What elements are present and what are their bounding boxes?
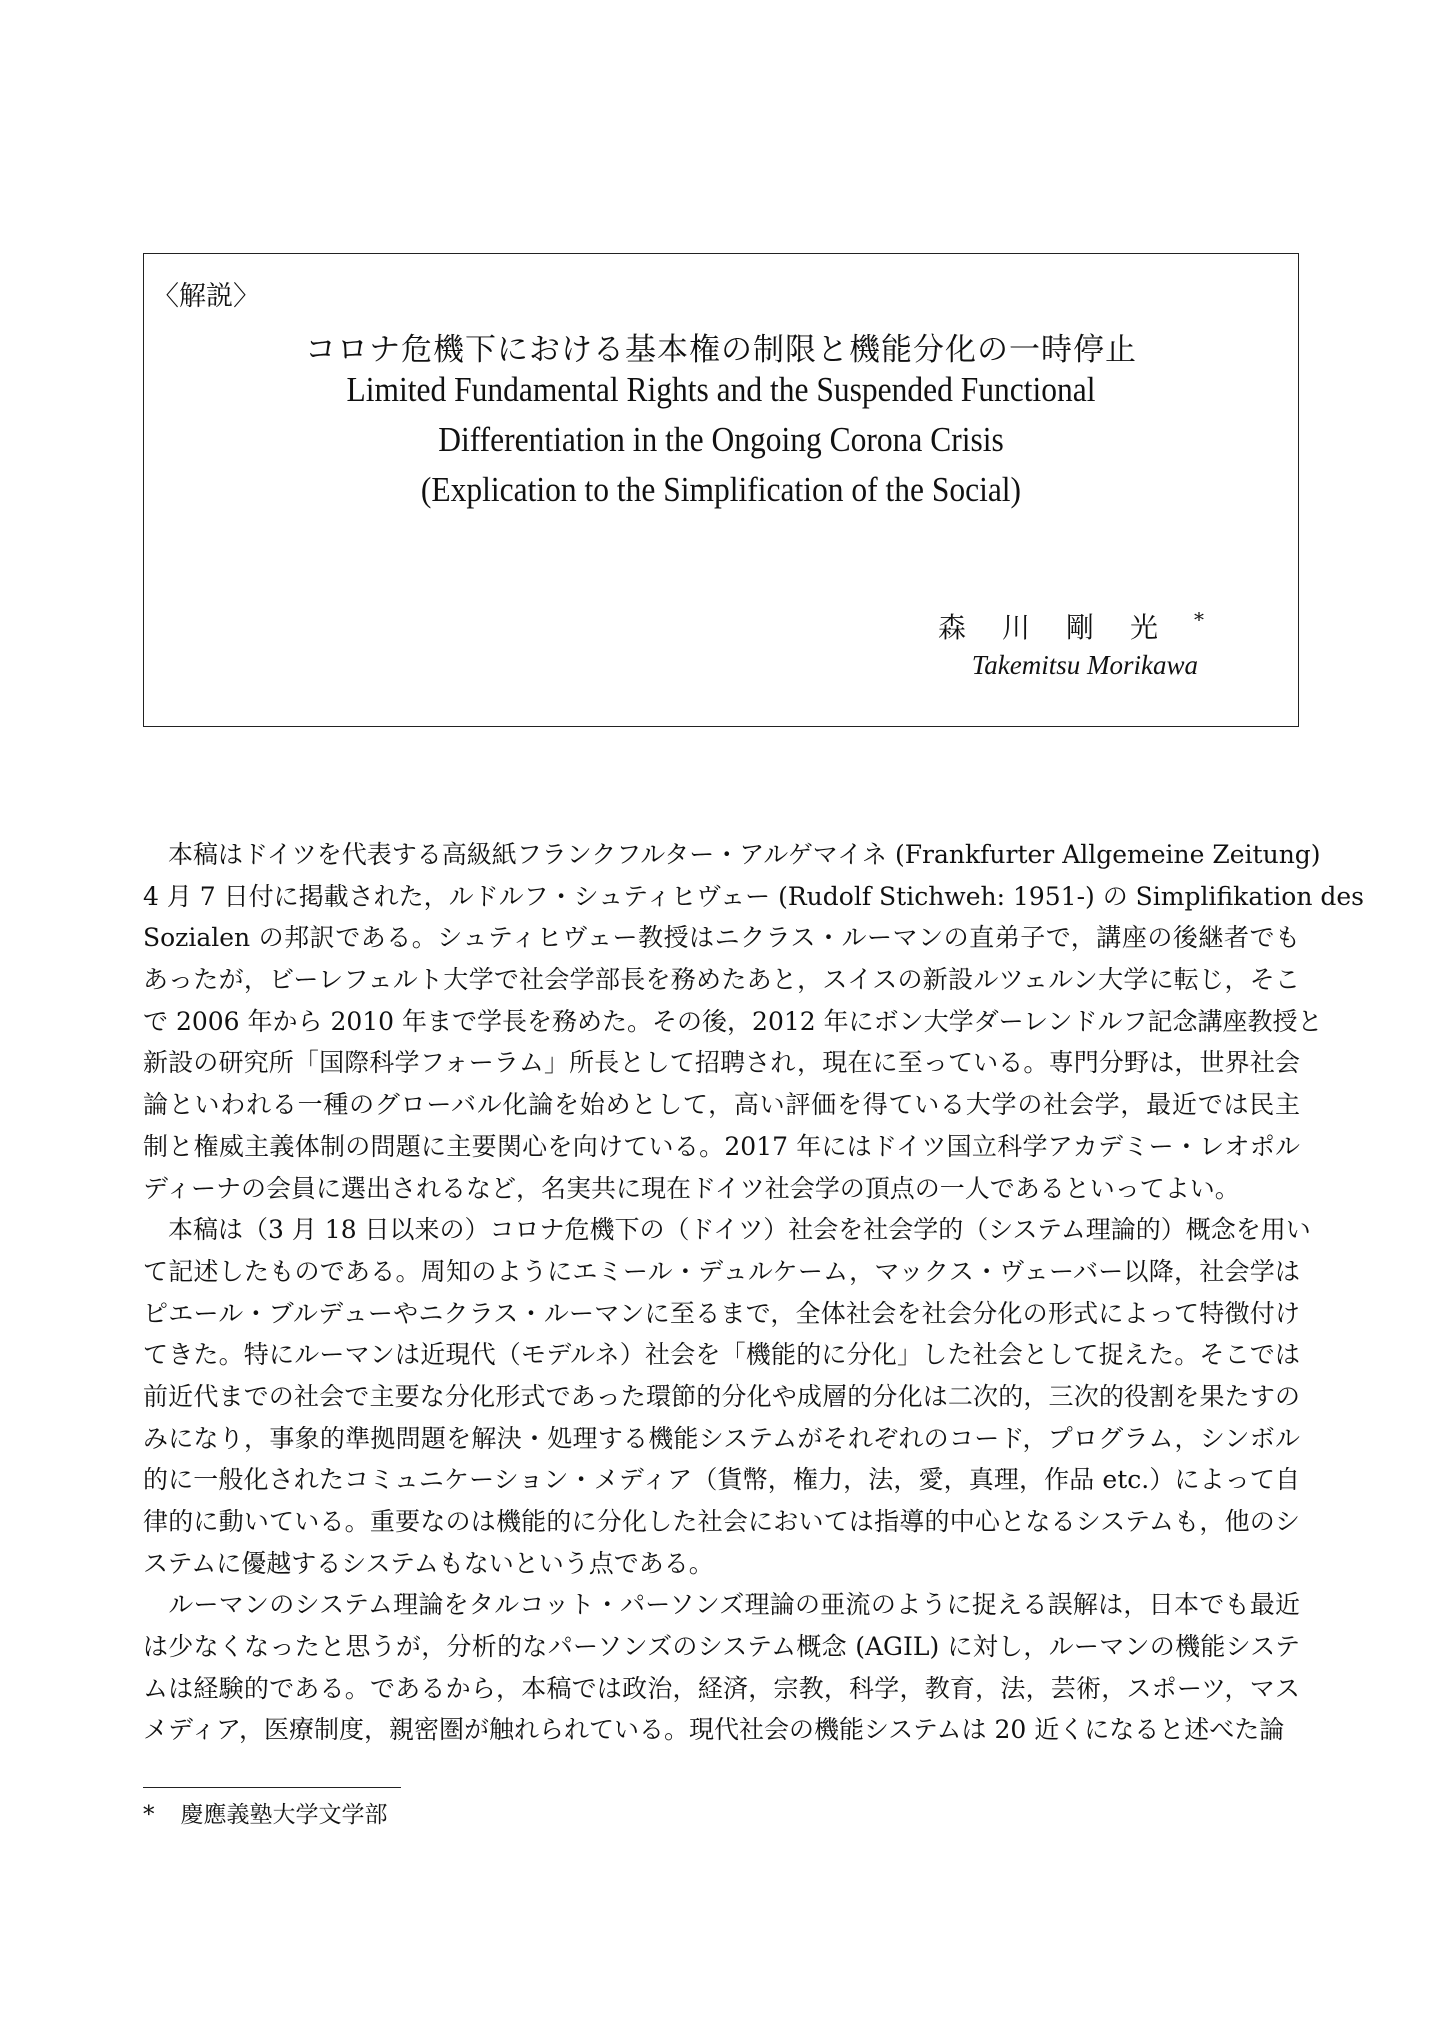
- paragraph-3-line: は少なくなったと思うが，分析的なパーソンズのシステム概念 (AGIL) に対し，ルーマンの機能システ: [143, 1632, 1300, 1662]
- paragraph-2-line: ピエール・ブルデューやニクラス・ルーマンに至るまで，全体社会を社会分化の形式によって特徴付け: [143, 1298, 1300, 1328]
- paragraph-3-line: ムは経験的である。であるから，本稿では政治，経済，宗教，科学，教育，法，芸術，スポーツ，マス: [143, 1673, 1300, 1703]
- paragraph-2-line: 本稿は（3 月 18 日以来の）コロナ危機下の（ドイツ）社会を社会学的（システム理論的）概念を用い: [143, 1215, 1311, 1245]
- paragraph-1-line: 制と権威主義体制の問題に主要関心を向けている。2017 年にはドイツ国立科学アカデミー・レオポル: [143, 1131, 1300, 1161]
- title-english-line-3: (Explication to the Simplification of the Social): [420, 470, 1022, 509]
- footnote-mark: *: [143, 1802, 155, 1828]
- paragraph-3-line: メディア，医療制度，親密圏が触れられている。現代社会の機能システムは 20 近くになると述べた論: [143, 1715, 1285, 1745]
- paragraph-1-line: ディーナの会員に選出されるなど，名実共に現在ドイツ社会学の頂点の一人であるといってよい。: [143, 1173, 1240, 1203]
- paragraph-2-line: て記述したものである。周知のようにエミール・デュルケーム，マックス・ヴェーバー以降，社会学は: [143, 1256, 1300, 1286]
- footnote-rule: [143, 1787, 401, 1788]
- body-text: [143, 838, 1365, 1755]
- author-english: Takemitsu Morikawa: [971, 650, 1198, 680]
- paragraph-1-line: で 2006 年から 2010 年まで学長を務めた。その後，2012 年にボン大学ダーレンドルフ記念講座教授と: [143, 1006, 1323, 1036]
- paragraph-1-line: 論といわれる一種のグローバル化論を始めとして，高い評価を得ている大学の社会学，最近では民主: [143, 1090, 1300, 1120]
- author-name: 森川剛光: [937, 611, 1194, 644]
- footnote: [143, 1796, 388, 1829]
- paragraph-1-line: あったが，ビーレフェルト大学で社会学部長を務めたあと，スイスの新設ルツェルン大学に転じ，そこ: [143, 965, 1300, 995]
- paragraph-1-line: 本稿はドイツを代表する高級紙フランクフルター・アルゲマイネ (Frankfurter Allgemeine Zeitung): [143, 840, 1321, 869]
- paragraph-2-line: みになり，事象的準拠問題を解決・処理する機能システムがそれぞれのコード，プログラム，シンボル: [143, 1423, 1300, 1453]
- author-footnote-mark: *: [1194, 607, 1204, 632]
- paragraph-2-line: 的に一般化されたコミュニケーション・メディア（貨幣，権力，法，愛，真理，作品 etc.）によって自: [143, 1465, 1300, 1495]
- author-japanese: [938, 606, 1204, 646]
- paragraph-2-line: 前近代までの社会で主要な分化形式であった環節的分化や成層的分化は二次的，三次的役割を果たすの: [143, 1381, 1300, 1411]
- footnote-text: 慶應義塾大学文学部: [180, 1802, 388, 1828]
- paragraph-1-line: 新設の研究所「国際科学フォーラム」所長として招聘され，現在に至っている。専門分野は，世界社会: [143, 1048, 1300, 1078]
- title-english-line-2: Differentiation in the Ongoing Corona Crisis: [438, 420, 1004, 459]
- article-type-label: 〈解説〉: [152, 281, 260, 312]
- paragraph-3-line: ルーマンのシステム理論をタルコット・パーソンズ理論の亜流のように捉える誤解は，日本でも最近: [143, 1590, 1300, 1620]
- paragraph-2-line: ステムに優越するシステムもないという点である。: [143, 1548, 714, 1578]
- title-japanese: コロナ危機下における基本権の制限と機能分化の一時停止: [305, 332, 1137, 368]
- paragraph-1-line: 4 月 7 日付に掲載された，ルドルフ・シュティヒヴェー (Rudolf Stichweh: 1951-) の Simplifikation des: [143, 881, 1365, 911]
- paragraph-2-line: てきた。特にルーマンは近現代（モデルネ）社会を「機能的に分化」した社会として捉えた。そこでは: [143, 1340, 1300, 1370]
- title-english-line-1: Limited Fundamental Rights and the Suspended Functional: [346, 370, 1096, 409]
- paragraph-2-line: 律的に動いている。重要なのは機能的に分化した社会においては指導的中心となるシステムも，他のシ: [143, 1507, 1300, 1536]
- paragraph-1-line: Sozialen の邦訳である。シュティヒヴェー教授はニクラス・ルーマンの直弟子で，講座の後継者でも: [143, 923, 1300, 953]
